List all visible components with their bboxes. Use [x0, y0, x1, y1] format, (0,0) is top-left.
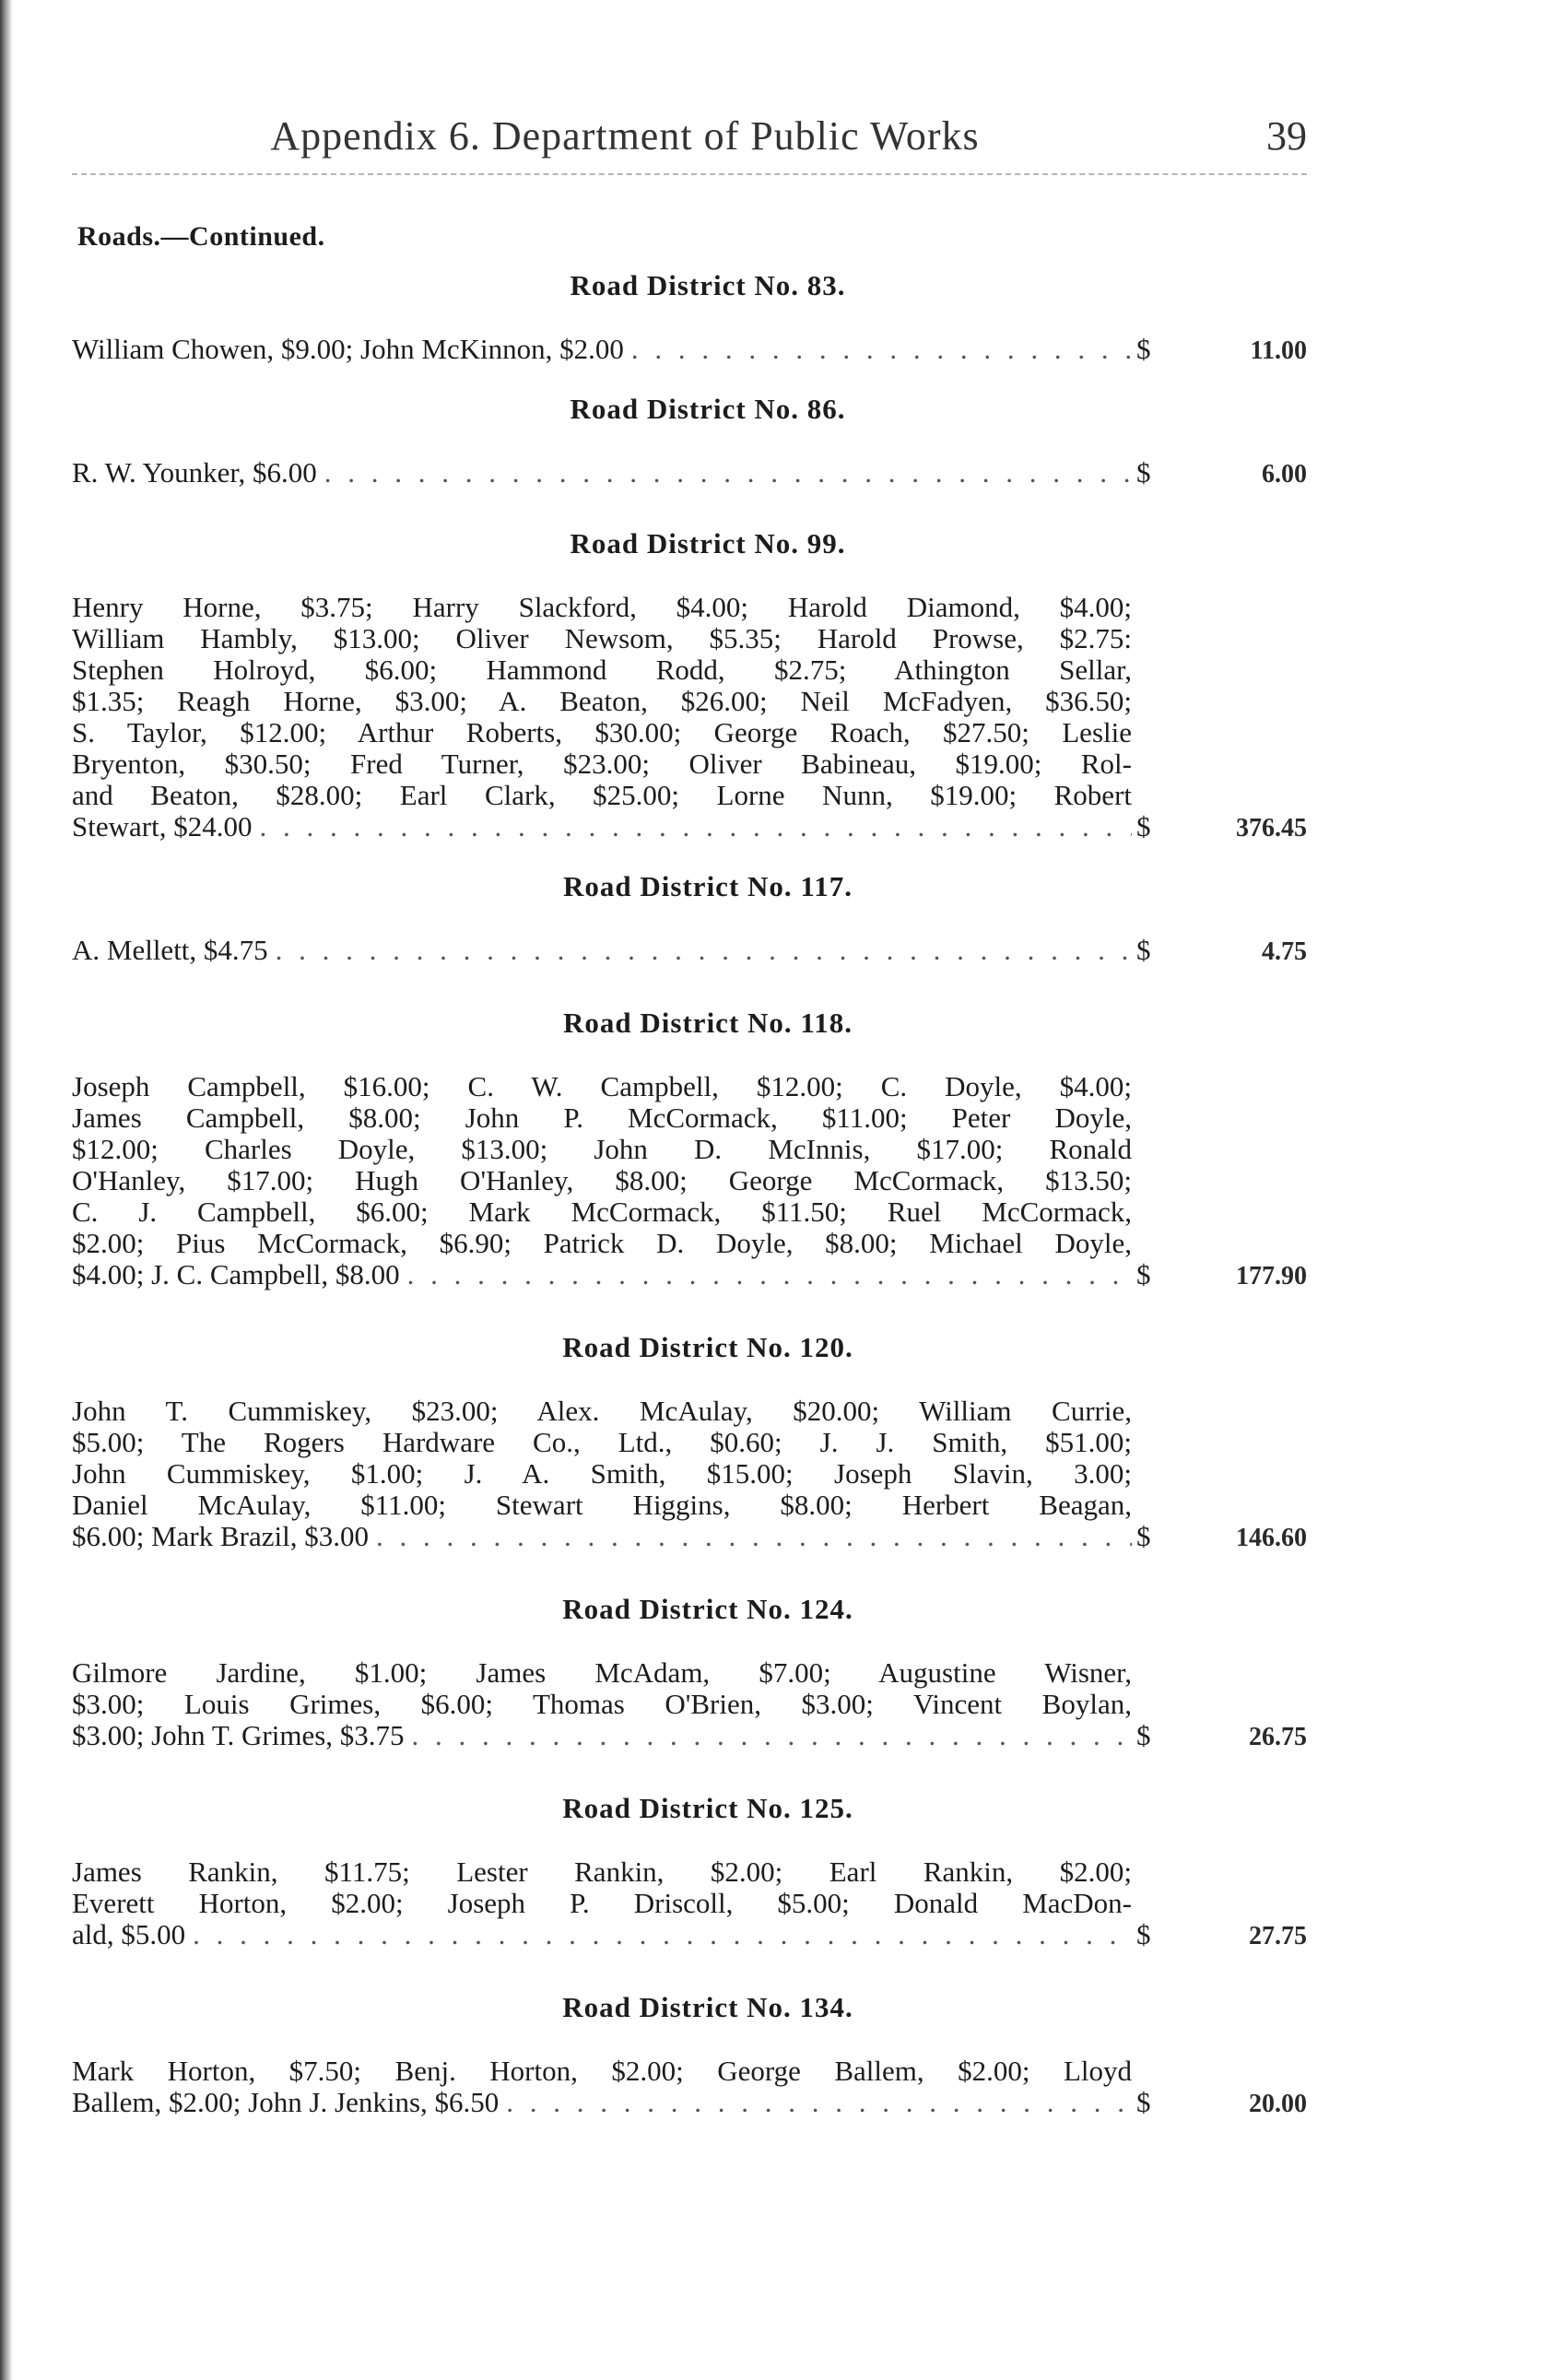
entry-line: James Rankin, $11.75; Lester Rankin, $2.00; Earl Rankin, $2.00;: [72, 1856, 1132, 1888]
entry-line-text: A. Mellett, $4.75: [72, 934, 268, 966]
entry-line: Joseph Campbell, $16.00; C. W. Campbell, $12.00; C. Doyle, $4.00;: [72, 1070, 1132, 1102]
district-total: 20.00: [1249, 2090, 1307, 2118]
road-district: [72, 1007, 1307, 1290]
district-entry: [72, 1856, 1307, 1950]
district-total: 27.75: [1249, 1922, 1307, 1950]
page-binding-edge: [0, 0, 13, 2380]
entry-line: $12.00; Charles Doyle, $13.00; John D. McInnis, $17.00; Ronald: [72, 1133, 1132, 1165]
currency-sign: $: [1136, 456, 1151, 489]
entry-line: [72, 1259, 1132, 1290]
dot-leader: [631, 334, 1132, 365]
district-total: 26.75: [1249, 1723, 1307, 1751]
district-entry: [72, 334, 1307, 365]
district-total: 4.75: [1262, 937, 1307, 966]
district-total: 6.00: [1262, 460, 1307, 489]
currency-sign: $: [1136, 810, 1151, 842]
entry-line: [72, 811, 1132, 842]
district-entry: [72, 1657, 1307, 1751]
entry-line: O'Hanley, $17.00; Hugh O'Hanley, $8.00; George McCormack, $13.50;: [72, 1164, 1132, 1196]
entry-line: John Cummiskey, $1.00; J. A. Smith, $15.00; Joseph Slavin, 3.00;: [72, 1457, 1132, 1490]
entry-line: John T. Cummiskey, $23.00; Alex. McAulay, $20.00; William Currie,: [72, 1395, 1132, 1427]
district-total: 146.60: [1236, 1524, 1307, 1552]
entry-line: $5.00; The Rogers Hardware Co., Ltd., $0.60; J. J. Smith, $51.00;: [72, 1426, 1132, 1458]
entry-line: [72, 935, 1132, 966]
road-district: [72, 1792, 1307, 1950]
page-number: 39: [1266, 113, 1307, 159]
currency-sign: $: [1136, 1918, 1151, 1950]
district-title: Road District No. 125.: [562, 1792, 853, 1824]
entry-line: [72, 1521, 1132, 1552]
entry-line-text: $3.00; John T. Grimes, $3.75: [72, 1719, 405, 1751]
road-district: [72, 393, 1307, 489]
entry-line-text: $6.00; Mark Brazil, $3.00: [72, 1520, 370, 1552]
entry-line-text: Stewart, $24.00: [72, 810, 253, 842]
currency-sign: $: [1136, 934, 1151, 966]
running-header: [72, 112, 1307, 168]
dot-leader: [193, 1919, 1132, 1950]
entry-line: [72, 1720, 1132, 1751]
entry-line-text: ald, $5.00: [72, 1918, 186, 1950]
entry-line: Mark Horton, $7.50; Benj. Horton, $2.00; George Ballem, $2.00; Lloyd: [72, 2055, 1132, 2087]
district-title: Road District No. 124.: [562, 1593, 853, 1625]
entry-line: [72, 2087, 1132, 2118]
district-title: Road District No. 118.: [563, 1007, 853, 1039]
dot-leader: [412, 1720, 1132, 1751]
road-district: [72, 1593, 1307, 1751]
entry-line: $3.00; Louis Grimes, $6.00; Thomas O'Brien, $3.00; Vincent Boylan,: [72, 1688, 1132, 1720]
entry-line: C. J. Campbell, $6.00; Mark McCormack, $11.50; Ruel McCormack,: [72, 1196, 1132, 1228]
district-title: Road District No. 120.: [562, 1331, 853, 1363]
district-total: 177.90: [1236, 1262, 1307, 1290]
road-district: [72, 870, 1307, 966]
entry-line: Bryenton, $30.50; Fred Turner, $23.00; Oliver Babineau, $19.00; Rol-: [72, 748, 1132, 780]
district-entry: [72, 1071, 1307, 1290]
header-rule: [72, 173, 1307, 175]
district-entry: [72, 457, 1307, 489]
entry-line: Henry Horne, $3.75; Harry Slackford, $4.00; Harold Diamond, $4.00;: [72, 591, 1132, 623]
entry-line: S. Taylor, $12.00; Arthur Roberts, $30.00; George Roach, $27.50; Leslie: [72, 716, 1132, 748]
running-title: Appendix 6. Department of Public Works: [270, 113, 980, 159]
entry-line: $2.00; Pius McCormack, $6.90; Patrick D. Doyle, $8.00; Michael Doyle,: [72, 1227, 1132, 1259]
entry-line-text: $4.00; J. C. Campbell, $8.00: [72, 1258, 400, 1290]
entry-line: Stephen Holroyd, $6.00; Hammond Rodd, $2.75; Athington Sellar,: [72, 654, 1132, 686]
road-district: [72, 1331, 1307, 1552]
currency-sign: $: [1136, 333, 1151, 365]
district-list: [72, 269, 1307, 2159]
dot-leader: [506, 2087, 1132, 2118]
road-district: [72, 1991, 1307, 2118]
district-total: 376.45: [1236, 814, 1307, 842]
entry-line: Everett Horton, $2.00; Joseph P. Driscoll, $5.00; Donald MacDon-: [72, 1887, 1132, 1919]
entry-line: William Hambly, $13.00; Oliver Newsom, $5.35; Harold Prowse, $2.75:: [72, 622, 1132, 654]
entry-line: [72, 457, 1132, 489]
district-entry: [72, 592, 1307, 842]
entry-line: [72, 1919, 1132, 1950]
road-district: [72, 269, 1307, 365]
district-entry: [72, 2056, 1307, 2118]
district-title: Road District No. 134.: [562, 1991, 853, 2023]
entry-line: [72, 334, 1132, 365]
dot-leader: [276, 935, 1132, 966]
district-title: Road District No. 99.: [570, 527, 846, 560]
entry-line: and Beaton, $28.00; Earl Clark, $25.00; Lorne Nunn, $19.00; Robert: [72, 779, 1132, 811]
entry-line-text: R. W. Younker, $6.00: [72, 456, 317, 489]
dot-leader: [407, 1259, 1132, 1290]
currency-sign: $: [1136, 1258, 1151, 1290]
entry-line: Gilmore Jardine, $1.00; James McAdam, $7.00; Augustine Wisner,: [72, 1656, 1132, 1689]
entry-line: James Campbell, $8.00; John P. McCormack, $11.00; Peter Doyle,: [72, 1102, 1132, 1134]
currency-sign: $: [1136, 2086, 1151, 2118]
entry-line: $1.35; Reagh Horne, $3.00; A. Beaton, $26.00; Neil McFadyen, $36.50;: [72, 685, 1132, 717]
district-entry: [72, 1396, 1307, 1552]
entry-line-text: William Chowen, $9.00; John McKinnon, $2.00: [72, 333, 624, 365]
dot-leader: [324, 457, 1132, 489]
section-title: Roads.—Continued.: [77, 221, 325, 252]
currency-sign: $: [1136, 1520, 1151, 1552]
dot-leader: [376, 1521, 1132, 1552]
entry-line: Daniel McAulay, $11.00; Stewart Higgins, $8.00; Herbert Beagan,: [72, 1489, 1132, 1521]
district-title: Road District No. 117.: [563, 870, 853, 902]
district-title: Road District No. 86.: [570, 393, 846, 425]
district-title: Road District No. 83.: [570, 269, 846, 301]
entry-line-text: Ballem, $2.00; John J. Jenkins, $6.50: [72, 2086, 500, 2118]
district-total: 11.00: [1250, 336, 1307, 365]
district-entry: [72, 935, 1307, 966]
road-district: [72, 527, 1307, 842]
currency-sign: $: [1136, 1719, 1151, 1751]
dot-leader: [259, 811, 1132, 842]
